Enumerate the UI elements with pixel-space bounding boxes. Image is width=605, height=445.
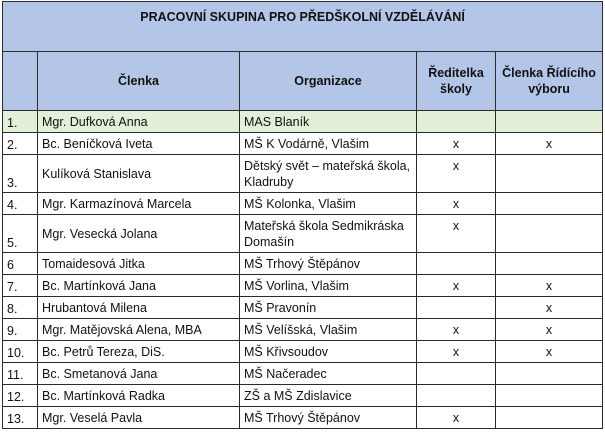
director-mark <box>417 385 496 407</box>
row-number: 7. <box>3 275 38 297</box>
director-mark: x <box>417 275 496 297</box>
member-name: Mgr. Vesecká Jolana <box>38 215 240 253</box>
row-number: 5. <box>3 215 38 253</box>
committee-mark <box>496 407 603 429</box>
organization-name: ZŠ a MŠ Zdislavice <box>240 385 417 407</box>
director-mark: x <box>417 319 496 341</box>
row-number: 1. <box>3 111 38 133</box>
row-number: 8. <box>3 297 38 319</box>
table-row <box>3 133 603 155</box>
row-number: 4. <box>3 193 38 215</box>
director-mark <box>417 297 496 319</box>
director-mark <box>417 253 496 275</box>
committee-mark: x <box>496 297 603 319</box>
organization-name: MŠ Kolonka, Vlašim <box>240 193 417 215</box>
table-row <box>3 111 603 133</box>
row-number: 10. <box>3 341 38 363</box>
committee-mark: x <box>496 275 603 297</box>
director-mark: x <box>417 407 496 429</box>
director-mark: x <box>417 155 496 193</box>
director-mark: x <box>417 341 496 363</box>
table-row <box>3 407 603 429</box>
committee-mark <box>496 363 603 385</box>
table-row <box>3 363 603 385</box>
row-number: 2. <box>3 133 38 155</box>
header-director: Ředitelka školy <box>417 52 496 111</box>
organization-name: MŠ Vorlina, Vlašim <box>240 275 417 297</box>
table-row <box>3 385 603 407</box>
committee-mark <box>496 215 603 253</box>
row-number: 9. <box>3 319 38 341</box>
table-row <box>3 253 603 275</box>
member-name: Bc. Petrů Tereza, DiS. <box>38 341 240 363</box>
workgroup-table <box>2 1 603 429</box>
table-row <box>3 155 603 193</box>
member-name: Mgr. Matějovská Alena, MBA <box>38 319 240 341</box>
table-row <box>3 275 603 297</box>
member-name: Bc. Beníčková Iveta <box>38 133 240 155</box>
table-row <box>3 215 603 253</box>
row-number: 12. <box>3 385 38 407</box>
organization-name: MŠ Velíšská, Vlašim <box>240 319 417 341</box>
committee-mark <box>496 193 603 215</box>
member-name: Tomaidesová Jitka <box>38 253 240 275</box>
director-mark <box>417 111 496 133</box>
member-name: Mgr. Veselá Pavla <box>38 407 240 429</box>
table-title: PRACOVNÍ SKUPINA PRO PŘEDŠKOLNÍ VZDĚLÁVÁNÍ <box>3 2 603 52</box>
committee-mark: x <box>496 319 603 341</box>
organization-name: MŠ Křivsoudov <box>240 341 417 363</box>
member-name: Bc. Smetanová Jana <box>38 363 240 385</box>
member-name: Mgr. Karmazínová Marcela <box>38 193 240 215</box>
row-number: 6 <box>3 253 38 275</box>
member-name: Bc. Martínková Radka <box>38 385 240 407</box>
organization-name: MAS Blaník <box>240 111 417 133</box>
table-row <box>3 319 603 341</box>
committee-mark <box>496 155 603 193</box>
header-committee: Členka Řídícího výboru <box>496 52 603 111</box>
table-row <box>3 193 603 215</box>
header-member: Členka <box>38 52 240 111</box>
organization-name: MŠ Načeradec <box>240 363 417 385</box>
row-number: 3. <box>3 155 38 193</box>
member-name: Mgr. Dufková Anna <box>38 111 240 133</box>
member-name: Kulíková Stanislava <box>38 155 240 193</box>
header-number <box>3 52 38 111</box>
director-mark <box>417 363 496 385</box>
committee-mark <box>496 253 603 275</box>
organization-name: MŠ K Vodárně, Vlašim <box>240 133 417 155</box>
committee-mark: x <box>496 341 603 363</box>
row-number: 11. <box>3 363 38 385</box>
member-name: Hrubantová Milena <box>38 297 240 319</box>
organization-name: Mateřská škola Sedmikráska Domašín <box>240 215 417 253</box>
row-number: 13. <box>3 407 38 429</box>
organization-name: Dětský svět – mateřská škola, Kladruby <box>240 155 417 193</box>
member-name: Bc. Martínková Jana <box>38 275 240 297</box>
committee-mark <box>496 385 603 407</box>
committee-mark <box>496 111 603 133</box>
organization-name: MŠ Trhový Štěpánov <box>240 253 417 275</box>
table-row <box>3 297 603 319</box>
director-mark: x <box>417 193 496 215</box>
header-organization: Organizace <box>240 52 417 111</box>
organization-name: MŠ Pravonín <box>240 297 417 319</box>
committee-mark: x <box>496 133 603 155</box>
table-row <box>3 341 603 363</box>
director-mark: x <box>417 215 496 253</box>
organization-name: MŠ Trhový Štěpánov <box>240 407 417 429</box>
director-mark: x <box>417 133 496 155</box>
